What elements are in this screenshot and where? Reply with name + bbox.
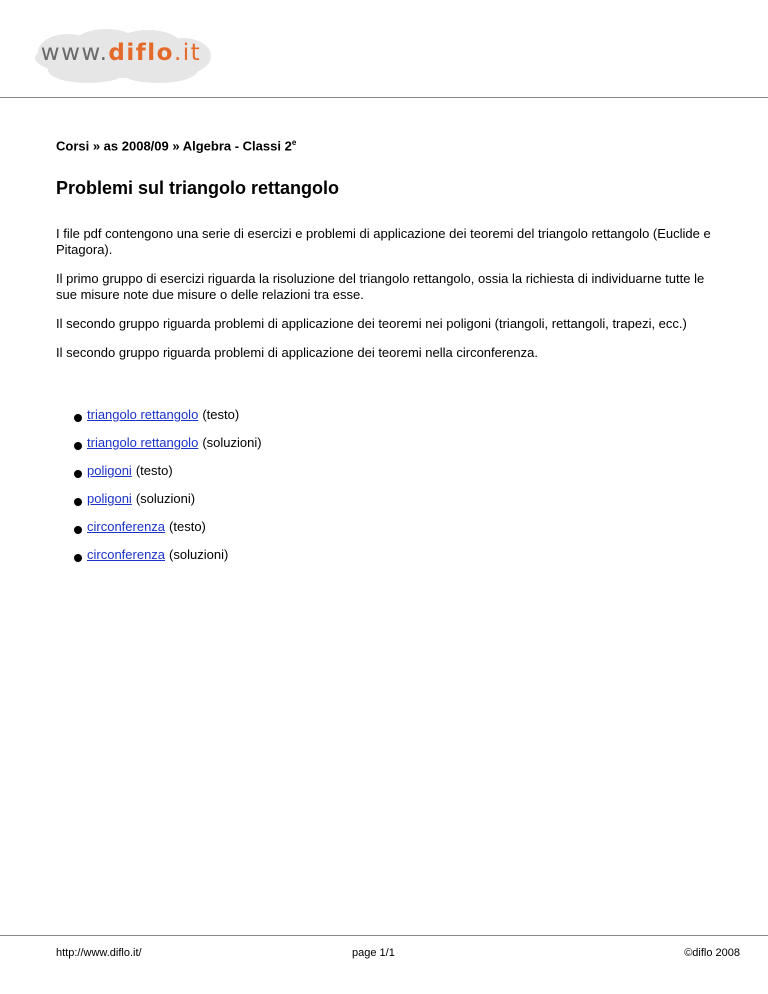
site-logo[interactable] [28,26,214,86]
intro-text [56,226,726,374]
link-suffix: (testo) [135,463,173,478]
bullet-icon [74,442,82,450]
link-circonferenza-testo[interactable]: circonferenza [87,519,166,534]
logo-text [28,26,214,86]
link-circonferenza-soluzioni[interactable]: circonferenza [87,547,166,562]
bullet-icon [74,554,82,562]
link-suffix: (testo) [202,407,240,422]
logo-prefix: www. [40,40,109,66]
list-item [74,435,262,463]
list-item [74,519,262,547]
breadcrumb-superscript: e [291,138,297,147]
logo-tld: .it [173,40,202,66]
link-triangolo-rettangolo-soluzioni[interactable]: triangolo rettangolo [87,435,199,450]
paragraph: Il primo gruppo di esercizi riguarda la risoluzione del triangolo rettangolo, ossia la richiesta di individuarne tutte le sue misure note due misure o delle relazioni tra esse. [56,271,705,302]
list-item [74,491,262,519]
breadcrumb-text: Corsi » as 2008/09 » Algebra - Classi 2 [56,138,292,154]
footer-url: http://www.diflo.it/ [56,947,142,959]
breadcrumb [56,138,296,153]
link-suffix: (soluzioni) [135,491,196,506]
link-triangolo-rettangolo-testo[interactable]: triangolo rettangolo [87,407,199,422]
footer-page-number: page 1/1 [352,947,395,959]
footer-copyright: ©diflo 2008 [684,947,740,959]
footer-divider [0,935,768,936]
list-item [74,407,262,435]
link-poligoni-soluzioni[interactable]: poligoni [87,491,132,506]
paragraph: Il secondo gruppo riguarda problemi di applicazione dei teoremi nella circonferenza. [56,345,539,360]
list-item [74,547,262,575]
paragraph: I file pdf contengono una serie di esercizi e problemi di applicazione dei teoremi del triangolo rettangolo (Euclide e Pitagora). [56,226,711,257]
page-title: Problemi sul triangolo rettangolo [56,178,340,198]
list-item [74,463,262,491]
link-suffix: (testo) [169,519,206,534]
bullet-icon [74,526,82,534]
bullet-icon [74,414,82,422]
logo-brand: diflo [108,40,174,66]
link-poligoni-testo[interactable]: poligoni [87,463,132,478]
paragraph: Il secondo gruppo riguarda problemi di applicazione dei teoremi nei poligoni (triangoli, rettangoli, trapezi, ecc.) [56,316,687,331]
header-divider [0,97,768,98]
bullet-icon [74,498,82,506]
link-suffix: (soluzioni) [202,435,262,450]
link-suffix: (soluzioni) [169,547,229,562]
bullet-icon [74,470,82,478]
download-list [74,407,262,575]
